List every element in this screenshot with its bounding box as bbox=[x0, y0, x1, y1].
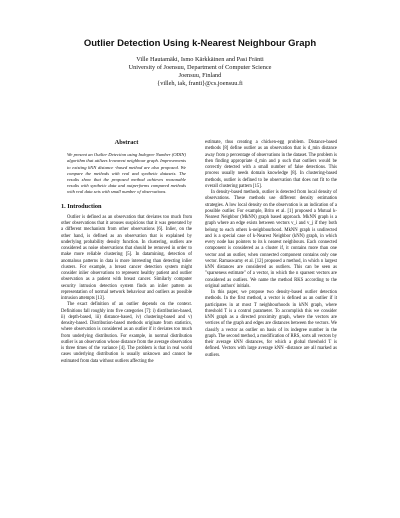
email: {villeh, iak, franti}@cs.joensuu.fi bbox=[157, 80, 243, 87]
affiliation: University of Joensuu, Department of Computer Science bbox=[128, 64, 272, 71]
left-column bbox=[61, 140, 192, 365]
abstract-heading: Abstract bbox=[114, 139, 139, 146]
authors: Ville Hautamäki, Ismo Kärkkäinen and Pasi Fränti bbox=[136, 56, 264, 63]
abstract-text: We present an Outlier Detection using Indegree Number (ODIN) algorithm that utilizes k-nearest neighbour graph. Improvements to existing kNN distance -based method are also proposed. We compare the methods with real and synthetic datasets. The results show that the proposed method achieves reasonable results with synthetic data and outperforms compared methods with real data sets with small number of observations. bbox=[67, 152, 186, 195]
author-block bbox=[0, 56, 400, 88]
paragraph: In density-based methods, outlier is detected from local density of observations. These methods use different density estimation strategies. A low local density on the observation is an indication of a possible outlier. For example, Brito et al. [1] proposed a Mutual k-Nearest Neighbor (MkNN) graph based approach. MkNN graph is a graph where an edge exists between vectors v_i and v_j if they both belong to each others k-neighbourhood. MkNN graph is undirected and is a special case of k-Nearest Neighbor (kNN) graph, in which every node has pointers to its k nearest neighbours. Each connected component is considered as a cluster if, it contains more than one vector and an outlier, when connected component contains only one vector. Ramaswamy et al. [12] proposed a method, in which n largest kNN distances are considered as outliers. This can be seen as "sparseness estimate" of a vector, in which the n sparsest vectors are considered as outliers. We name the method RKS according to the original authors' initials. bbox=[205, 190, 337, 289]
section-heading: 1. Introduction bbox=[61, 202, 102, 210]
right-column bbox=[205, 140, 337, 359]
paragraph: estimate, thus creating a chicken-egg problem. Distance-based methods [8] define outlier as an observation that is d_min distance away from p percentage of observations in the dataset. The problem is then finding appropriate d_min and p such that outliers would be correctly detected with a small number of false detections. This process usually needs domain knowledge [8]. In clustering-based methods, outlier is defined to be observation that does not fit to the overall clustering pattern [15]. bbox=[205, 140, 337, 189]
paper-title: Outlier Detection Using k-Nearest Neighbour Graph bbox=[83, 38, 317, 49]
location: Joensuu, Finland bbox=[178, 72, 222, 79]
paragraph: In this paper, we propose two density-based outlier detection methods. In the first method, a vector is defined as an outlier if it participates in at most T neighbourhoods in kNN graph, where threshold T is a control parameter. To accomplish this we consider kNN graph as a directed proximity graph, where the vectors are vertices of the graph and edges are distances between the vectors. We classify a vector as outlier on basis of its indegree number in the graph. The second method, a modification of RRS, sorts all vectors by their average kNN distances, for which a global threshold T is defined. Vectors with large average kNN -distance are all marked as outliers. bbox=[205, 290, 337, 358]
paragraph: The exact definition of an outlier depends on the context. Definitions fall roughly into five categories [7]: i) distribution-based, ii) depth-based, iii) distance-based, iv) clustering-based and v) density-based. Distribution-based methods originate from statistics, where observation is considered as an outlier if it deviates too much from underlying distribution. For example, in normal distribution outlier is an observation whose distance from the average observation is three times of the variance [4]. The problem is that in real world cases underlying distribution is usually unknown and cannot be estimated from data without outliers affecting the bbox=[61, 302, 192, 364]
paragraph: Outlier is defined as an observation that deviates too much from other observations that it arouses suspicions that it was generated by a different mechanism from other observations [6]. Inlier, on the other hand, is defined as an observation that is explained by underlying probability density function. In clustering, outliers are considered as noise observations that should be removed in order to make more reliable clustering [5]. In datamining, detection of anomalous patterns in data is more interesting than detecting inlier clusters. For example, a breast cancer detection system might consider inlier observations to represent healthy patient and outlier observation as a patient with breast cancer. Similarly computer security intrusion detection system finds an inlier pattern as representation of normal network behaviour and outliers as possible intrusion attempts [13]. bbox=[61, 214, 192, 302]
